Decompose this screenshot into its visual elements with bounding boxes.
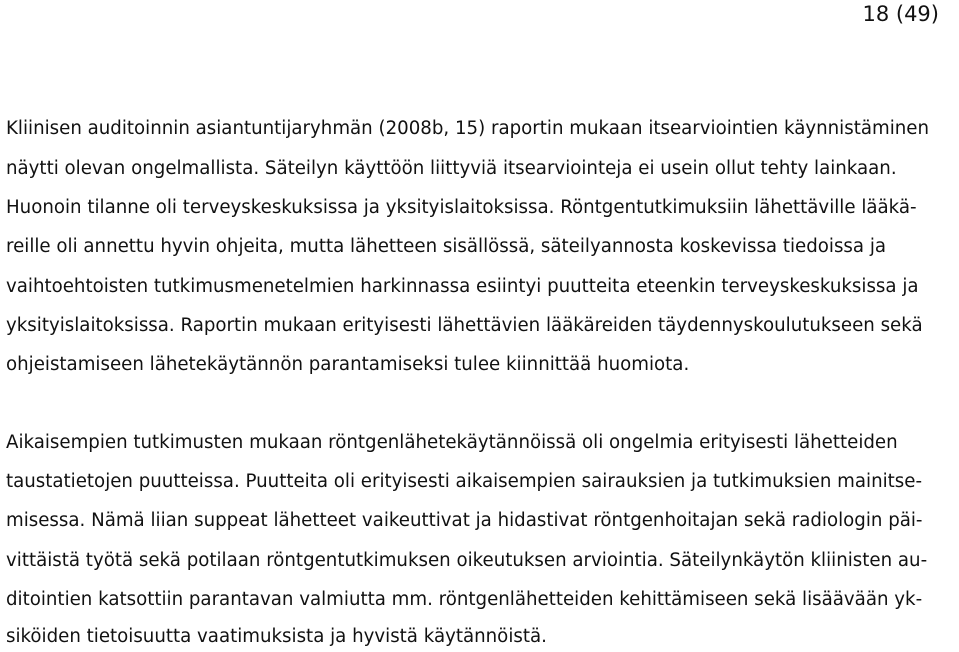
text-line: ditointien katsottiin parantavan valmiutta mm. röntgenlähetteiden kehittämiseen sekä lisäävään yk- [6, 589, 923, 610]
text-line: vittäistä työtä sekä potilaan röntgentutkimuksen oikeutuksen arviointia. Säteilynkäytön kliinisten au- [6, 550, 928, 571]
text-line: näytti olevan ongelmallista. Säteilyn käyttöön liittyviä itsearviointeja ei usein ollut tehty lainkaan. [6, 158, 897, 179]
text-line: Aikaisempien tutkimusten mukaan röntgenlähetekäytännöissä oli ongelmia erityisesti lähetteiden [6, 432, 898, 453]
text-line: yksityislaitoksissa. Raportin mukaan erityisesti lähettävien lääkäreiden täydennyskoulutukseen sekä [6, 315, 923, 336]
page-number: 18 (49) [862, 2, 939, 26]
text-line: ohjeistamiseen lähetekäytännön parantamiseksi tulee kiinnittää huomiota. [6, 354, 690, 375]
text-line: vaihtoehtoisten tutkimusmenetelmien harkinnassa esiintyi puutteita eteenkin terveyskeskuksissa ja [6, 276, 919, 297]
text-line: reille oli annettu hyvin ohjeita, mutta lähetteen sisällössä, säteilyannosta koskevissa tiedoissa ja [6, 236, 887, 257]
text-line: Huonoin tilanne oli terveyskeskuksissa ja yksityislaitoksissa. Röntgentutkimuksiin lähettäville lääkä- [6, 197, 917, 218]
text-line: misessa. Nämä liian suppeat lähetteet vaikeuttivat ja hidastivat röntgenhoitajan sekä radiologin päi- [6, 510, 923, 531]
text-line: taustatietojen puutteissa. Puutteita oli erityisesti aikaisempien sairauksien ja tutkimuksien mainitse- [6, 471, 923, 492]
text-line: Kliinisen auditoinnin asiantuntijaryhmän (2008b, 15) raportin mukaan itsearviointien käynnistäminen [6, 118, 929, 139]
text-line: siköiden tietoisuutta vaatimuksista ja hyvistä käytännöistä. [6, 626, 547, 647]
